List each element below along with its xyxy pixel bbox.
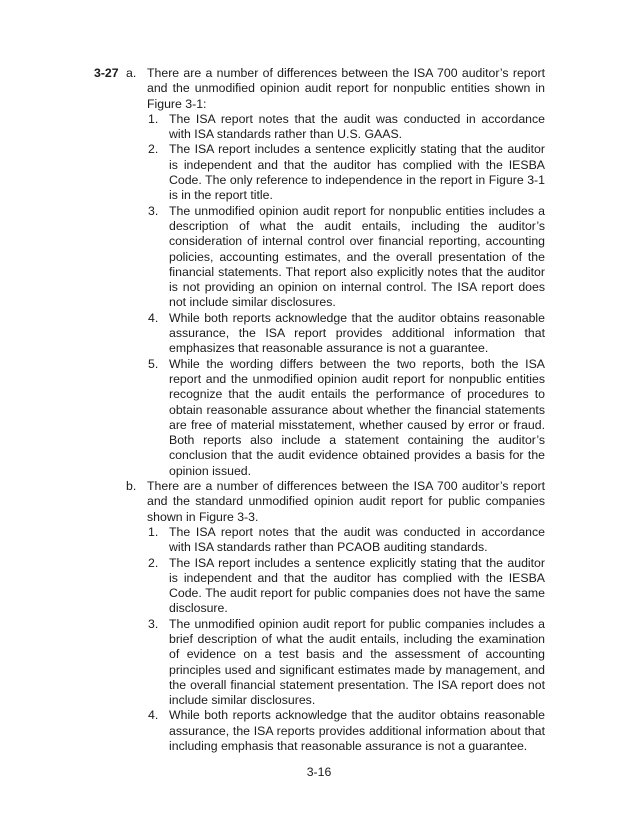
part-intro: There are a number of differences between the ISA 700 auditor’s report and the standard unmodified opinion audit report for public companies shown in Figure 3-3. <box>147 479 545 524</box>
list-item <box>148 356 545 479</box>
list-item <box>148 111 545 143</box>
item-number: 2. <box>148 555 159 570</box>
item-text: The ISA report notes that the audit was conducted in accordance with ISA standards rather than U.S. GAAS. <box>169 111 545 142</box>
item-number: 2. <box>148 142 159 157</box>
item-text: The ISA report includes a sentence explicitly stating that the auditor is independent and that the auditor has complied with the IESBA Code. The only reference to independence in the report in Figure 3-1 is in the report title. <box>169 142 545 203</box>
item-number: 4. <box>148 708 159 723</box>
item-number: 5. <box>148 356 159 371</box>
item-text: While the wording differs between the two reports, both the ISA report and the unmodified opinion audit report for nonpublic entities recognize that the audit entails the performance of procedures to obtain reasonable assurance about whether the financial statements are free of material misstatement, whether caused by error or fraud. Both reports also include a statement containing the auditor’s conclusion that the audit evidence obtained provides a basis for the opinion issued. <box>169 356 545 478</box>
part-letter: a. <box>126 66 137 80</box>
item-text: While both reports acknowledge that the auditor obtains reasonable assurance, the ISA reports provides additional information about that including emphasis that reasonable assurance is not a guarantee. <box>169 708 545 754</box>
list-item <box>148 555 545 617</box>
part-intro: There are a number of differences between the ISA 700 auditor’s report and the unmodified opinion audit report for nonpublic entities shown in Figure 3-1: <box>147 66 545 111</box>
problem-content <box>0 66 638 754</box>
item-text: While both reports acknowledge that the auditor obtains reasonable assurance, the ISA report provides additional information that emphasizes that reasonable assurance is not a guarantee. <box>169 310 545 356</box>
list-item <box>148 310 545 357</box>
item-number: 3. <box>148 616 159 631</box>
list-item <box>148 142 545 203</box>
problem-number: 3-27 <box>94 66 119 80</box>
part-a <box>126 66 545 479</box>
part-b <box>126 479 545 754</box>
part-letter: b. <box>126 479 137 494</box>
list-item <box>148 616 545 709</box>
list-item <box>148 203 545 311</box>
item-text: The unmodified opinion audit report for nonpublic entities includes a description of what the audit entails, including the auditor’s consideration of internal control over financial reporting, accounting policies, accounting estimates, and the overall presentation of the financial statements. That report also explicitly notes that the auditor is not providing an opinion on internal control. The ISA report does not include similar disclosures. <box>169 203 545 310</box>
list-item <box>148 708 545 754</box>
list-item <box>148 524 545 556</box>
item-text: The ISA report notes that the audit was conducted in accordance with ISA standards rather than PCAOB auditing standards. <box>169 524 545 555</box>
page-number: 3-16 <box>306 765 332 779</box>
item-number: 4. <box>148 310 159 325</box>
item-number: 3. <box>148 203 159 218</box>
item-number: 1. <box>148 111 159 126</box>
item-number: 1. <box>148 524 159 539</box>
item-text: The ISA report includes a sentence explicitly stating that the auditor is independent and that the auditor has complied with the IESBA Code. The audit report for public companies does not have the same disclosure. <box>169 555 545 616</box>
item-text: The unmodified opinion audit report for public companies includes a brief description of what the audit entails, including the examination of evidence on a test basis and the assessment of accounting principles used and significant estimates made by management, and the overall financial statement presentation. The ISA report does not include similar disclosures. <box>169 616 545 708</box>
